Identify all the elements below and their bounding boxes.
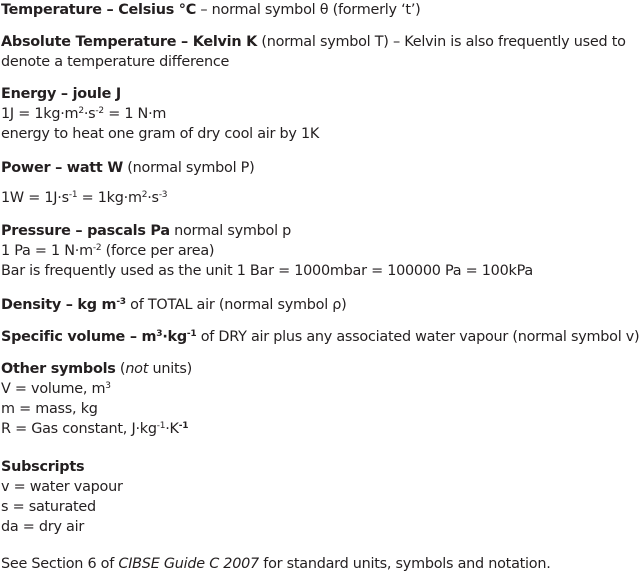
- other-symbols-paren-open: (: [115, 361, 126, 377]
- specific-volume-description: of DRY air plus any associated water vapour (normal symbol v): [196, 329, 640, 345]
- symbol-gas-constant-sup2: -1: [178, 421, 189, 431]
- power-heading: Power – watt W: [1, 160, 123, 176]
- energy-heading: Energy – joule J: [1, 86, 121, 102]
- symbol-gas-constant-mid: ·K: [165, 421, 179, 437]
- specific-volume-section: [1, 327, 642, 347]
- pressure-eq-b: (force per area): [101, 243, 215, 259]
- other-symbols-paren-close: units): [148, 361, 192, 377]
- specific-volume-heading: [1, 329, 196, 345]
- power-eq-sup1: -1: [68, 190, 78, 200]
- energy-note: energy to heat one gram of dry cool air by 1K: [1, 126, 320, 142]
- other-symbols-heading: Other symbols: [1, 361, 116, 377]
- absolute-temperature-description: (normal symbol T) – Kelvin is also frequently used to denote a temperature difference: [1, 34, 626, 70]
- pressure-bar-note: Bar is frequently used as the unit 1 Bar = 1000mbar = 100000 Pa = 100kPa: [1, 263, 533, 279]
- subscripts-heading: [1, 457, 642, 477]
- subscript-item: v = water vapour: [1, 479, 123, 495]
- subscript-item: da = dry air: [1, 519, 85, 535]
- pressure-description: normal symbol p: [169, 223, 292, 239]
- power-eq-sup3: -3: [158, 190, 168, 200]
- energy-equation: [1, 104, 642, 124]
- footer-suffix: for standard units, symbols and notation.: [258, 556, 551, 572]
- power-section: [1, 158, 642, 178]
- symbol-volume-text: V = volume, m: [1, 381, 106, 397]
- pressure-section: [1, 221, 642, 281]
- energy-heading-line: [1, 84, 642, 104]
- other-symbols-heading-line: [1, 359, 642, 379]
- density-description: of TOTAL air (normal symbol ρ): [125, 297, 347, 313]
- footer-guide-title: CIBSE Guide C 2007: [118, 556, 259, 572]
- specific-volume-sup2: -1: [186, 329, 197, 339]
- other-symbols-italic: not: [125, 361, 149, 377]
- power-heading-line: [1, 158, 642, 178]
- subscript-item: s = saturated: [1, 499, 96, 515]
- pressure-heading-line: [1, 221, 642, 241]
- symbol-volume: [1, 379, 642, 399]
- pressure-heading: Pressure – pascals Pa: [1, 223, 170, 239]
- specific-volume-sup1: 3: [156, 329, 163, 339]
- pressure-eq-sup: -2: [92, 243, 102, 253]
- density-heading-sup: -3: [116, 297, 126, 307]
- absolute-temperature-heading: Absolute Temperature – Kelvin K: [1, 34, 258, 50]
- symbol-volume-sup: 3: [105, 381, 111, 391]
- power-eq-a: 1W = 1J·s: [1, 190, 69, 206]
- footer-line: [1, 554, 642, 574]
- symbol-gas-constant-sup1: -1: [156, 421, 166, 431]
- footer-section: [1, 554, 642, 574]
- power-eq-c: ·s: [147, 190, 159, 206]
- pressure-equation: [1, 241, 642, 261]
- temperature-section: [1, 0, 642, 20]
- energy-eq-mid: ·s: [83, 106, 96, 122]
- specific-volume-heading-b: ·kg: [162, 329, 187, 345]
- temperature-description: – normal symbol θ (formerly ‘t’): [196, 2, 421, 18]
- specific-volume-line: [1, 327, 642, 347]
- other-symbols-section: [1, 359, 642, 439]
- footer-prefix: See Section 6 of: [1, 556, 119, 572]
- density-line: [1, 295, 642, 315]
- density-section: [1, 295, 642, 315]
- power-eq-sup2: 2: [141, 190, 148, 200]
- symbol-gas-constant: [1, 419, 642, 439]
- temperature-heading: Temperature – Celsius °C: [1, 2, 197, 18]
- power-description: (normal symbol P): [122, 160, 255, 176]
- temperature-line: [1, 0, 642, 20]
- density-heading: [1, 297, 126, 313]
- symbol-gas-constant-text: R = Gas constant, J·kg: [1, 421, 157, 437]
- density-heading-text: Density – kg m: [1, 297, 117, 313]
- symbol-mass: m = mass, kg: [1, 401, 98, 417]
- energy-eq-sup2: -2: [95, 106, 104, 116]
- energy-eq-prefix: 1J = 1kg·m: [1, 106, 79, 122]
- specific-volume-heading-a: Specific volume – m: [1, 329, 157, 345]
- pressure-eq-a: 1 Pa = 1 N·m: [1, 243, 93, 259]
- subscripts-section: [1, 457, 642, 537]
- absolute-temperature-paragraph: [1, 32, 642, 72]
- power-equation: [1, 188, 642, 208]
- energy-eq-suffix: = 1 N·m: [103, 106, 167, 122]
- energy-eq-sup1: 2: [78, 106, 84, 116]
- absolute-temperature-section: [1, 32, 642, 72]
- power-equation-block: [1, 188, 642, 208]
- subscripts-heading-text: Subscripts: [1, 459, 85, 475]
- energy-section: [1, 84, 642, 144]
- power-eq-b: = 1kg·m: [77, 190, 142, 206]
